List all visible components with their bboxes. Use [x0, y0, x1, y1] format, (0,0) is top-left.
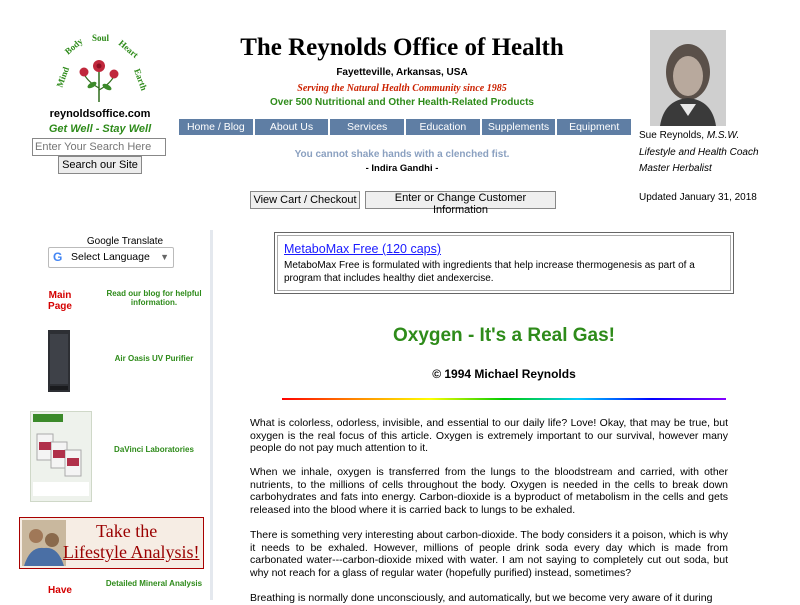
nav-home-blog[interactable]: Home / Blog	[179, 119, 253, 135]
person-title-coach: Lifestyle and Health Coach	[639, 147, 759, 158]
language-select[interactable]	[48, 247, 174, 268]
davinci-product-image[interactable]	[30, 411, 92, 502]
person-credential: M.S.W.	[706, 130, 740, 141]
logo-word-body: Body	[62, 36, 85, 57]
have-label: Have	[48, 585, 72, 596]
person-name-text: Sue Reynolds,	[639, 130, 705, 141]
air-purifier-image[interactable]	[48, 330, 70, 392]
person-title-herbalist: Master Herbalist	[639, 163, 712, 174]
promo-description: MetaboMax Free is formulated with ingredients that help increase thermogenesis as part of a program that includes healthy diet andexercise.	[284, 260, 695, 284]
search-input[interactable]	[32, 138, 166, 156]
quote-author: - Indira Gandhi -	[365, 163, 439, 174]
article-paragraph: When we inhale, oxygen is transferred from the lungs to the bloodstream and carried, with other nutrients, to the millions of cells throughout the body. Oxygen is needed in the cells to break down carbohydrates and fats into energy. Carbon-dioxide is a byproduct of metabolism in the cells and gets released into the blood where it is carried back to lungs to be exhaled.	[250, 466, 728, 517]
search-button[interactable]: Search our Site	[58, 156, 142, 174]
updated-date: Updated January 31, 2018	[639, 192, 757, 203]
logo-word-earth: Earth	[132, 67, 150, 92]
translate-label: Google Translate	[86, 236, 164, 247]
banner-line-2: Lifestyle Analysis!	[63, 542, 200, 562]
main-nav	[179, 119, 631, 135]
banner-people-image	[22, 520, 66, 566]
article-title: Oxygen - It's a Real Gas!	[392, 325, 616, 346]
article-author: © 1994 Michael Reynolds	[432, 367, 576, 381]
quote-text: You cannot shake hands with a clenched fist.	[294, 149, 510, 160]
location-text: Fayetteville, Arkansas, USA	[336, 67, 468, 78]
google-icon: G	[53, 250, 63, 264]
language-select-label: Select Language	[71, 251, 150, 263]
logo-word-heart: Heart	[116, 37, 141, 60]
logo-word-soul: Soul	[92, 33, 110, 43]
sidebar-divider	[210, 230, 213, 600]
purifier-link[interactable]: Air Oasis UV Purifier	[114, 354, 194, 363]
article-paragraph: What is colorless, odorless, invisible, and essential to our daily life? Love! Okay, that may be true, but oxygen is the real focus of this article. Oxygen is extremely important to our survival, however many people do not pay much attention to it.	[250, 417, 728, 455]
view-cart-button[interactable]: View Cart / Checkout	[250, 191, 360, 209]
nav-supplements[interactable]: Supplements	[482, 119, 556, 135]
promo-title-link[interactable]: MetaboMax Free (120 caps)	[284, 242, 442, 256]
nav-equipment[interactable]: Equipment	[557, 119, 631, 135]
page-title: The Reynolds Office of Health	[240, 34, 564, 61]
article-paragraph: There is something very interesting about carbon-dioxide. The body considers it a poison, which is why it needs to be exhaled. However, millions of people drink soda every day which is made from carbonated water---carbon-dioxide mixed with water. I am not saying to completely cut out soda, but why not reach for a glass of regular water (hopefully purified) instead, sometimes?	[250, 529, 728, 580]
nav-education[interactable]: Education	[406, 119, 480, 135]
customer-info-button[interactable]: Enter or Change Customer Information	[365, 191, 556, 209]
site-logo[interactable]	[54, 30, 150, 108]
lifestyle-analysis-banner[interactable]	[19, 517, 204, 569]
mineral-analysis-link[interactable]: Detailed Mineral Analysis	[105, 579, 203, 588]
rose-icon	[80, 60, 119, 102]
banner-line-1: Take the	[96, 521, 158, 541]
nav-about-us[interactable]: About Us	[255, 119, 329, 135]
profile-photo	[650, 30, 726, 126]
products-text: Over 500 Nutritional and Other Health-Related Products	[270, 97, 534, 108]
davinci-link[interactable]: DaVinci Laboratories	[114, 445, 194, 454]
rainbow-divider	[282, 398, 726, 400]
dropdown-arrow-icon: ▼	[160, 252, 169, 262]
site-tagline: Get Well - Stay Well	[48, 123, 152, 135]
blog-link[interactable]: Read our blog for helpful information.	[106, 289, 202, 307]
logo-word-mind: Mind	[54, 65, 72, 89]
site-url: reynoldsoffice.com	[49, 108, 151, 120]
article-paragraph: Breathing is normally done unconsciously, and automatically, but we become very aware of it during	[250, 592, 713, 604]
main-page-link[interactable]: Main Page	[48, 290, 72, 312]
person-name	[639, 130, 799, 141]
serving-text: Serving the Natural Health Community since 1985	[297, 83, 507, 94]
nav-services[interactable]: Services	[330, 119, 404, 135]
